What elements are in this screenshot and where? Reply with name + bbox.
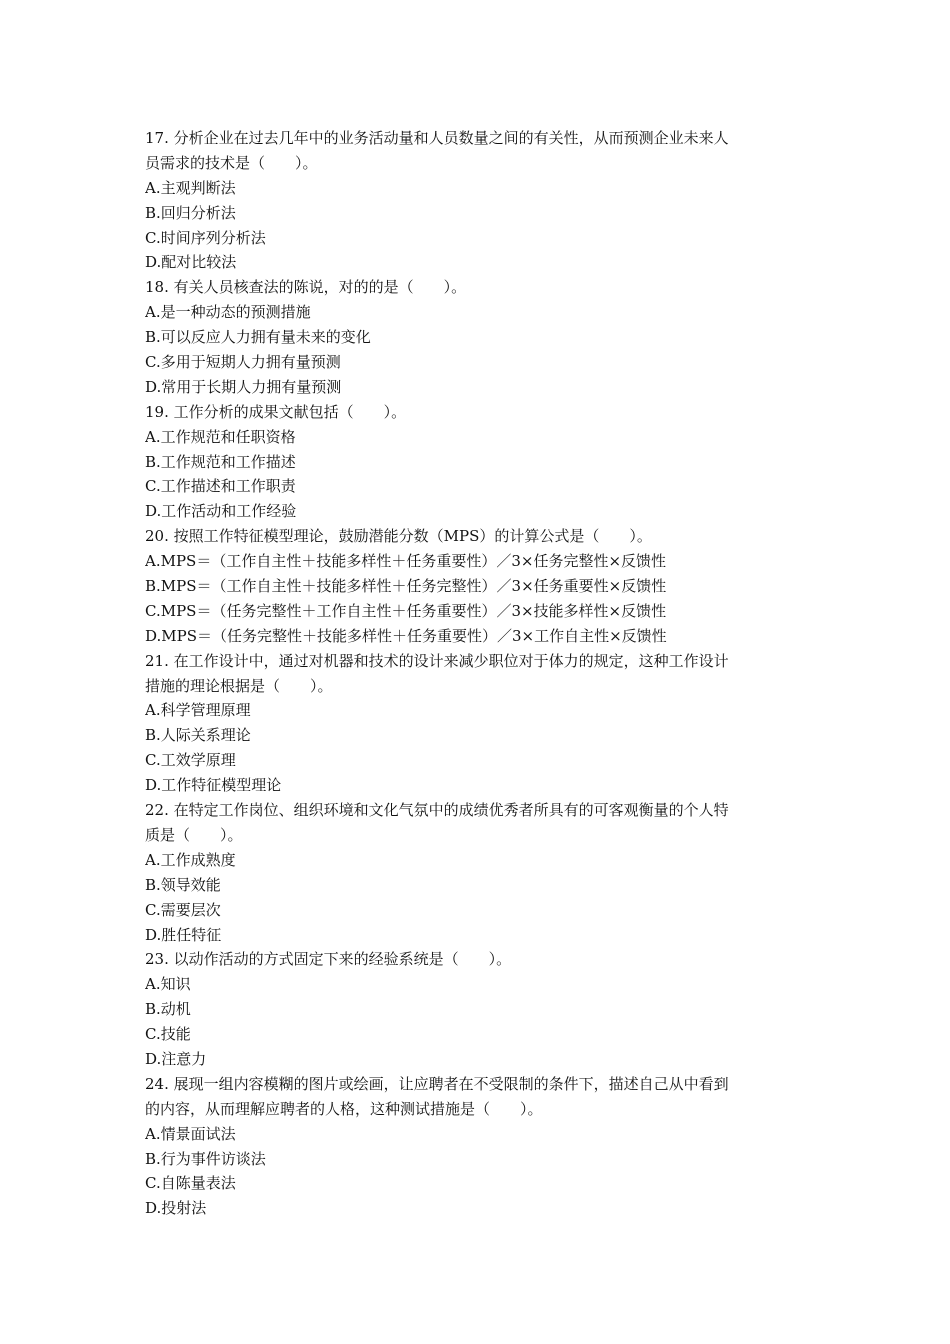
option-c: C.自陈量表法	[145, 1174, 236, 1193]
option-c: C.多用于短期人力拥有量预测	[145, 353, 341, 372]
option-c: C.MPS＝（任务完整性＋工作自主性＋任务重要性）／3×技能多样性×反馈性	[145, 601, 667, 620]
question-stem: 20. 按照工作特征模型理论，鼓励潜能分数（MPS）的计算公式是（ ）。	[145, 527, 652, 546]
question-20	[145, 524, 809, 648]
option-d: D.胜任特征	[145, 925, 222, 944]
option-c: C.技能	[145, 1025, 191, 1044]
option-d: D.注意力	[145, 1049, 207, 1068]
option-a: A.工作成熟度	[145, 850, 236, 869]
option-a: A.MPS＝（工作自主性＋技能多样性＋任务重要性）／3×任务完整性×反馈性	[145, 552, 667, 571]
question-24	[145, 1072, 809, 1221]
question-list	[145, 126, 809, 1221]
question-stem: 21. 在工作设计中，通过对机器和技术的设计来减少职位对于体力的规定，这种工作设计	[145, 651, 729, 670]
option-d: D.MPS＝（任务完整性＋技能多样性＋任务重要性）／3×工作自主性×反馈性	[145, 626, 667, 645]
option-a: A.是一种动态的预测措施	[145, 303, 311, 322]
option-d: D.工作特征模型理论	[145, 776, 282, 795]
question-stem: 17. 分析企业在过去几年中的业务活动量和人员数量之间的有关性，从而预测企业未来人	[145, 129, 729, 147]
option-c: C.工效学原理	[145, 751, 236, 770]
question-stem: 19. 工作分析的成果文献包括（ ）。	[145, 402, 407, 421]
question-stem: 23. 以动作活动的方式固定下来的经验系统是（ ）。	[145, 950, 512, 969]
option-b: B.MPS＝（工作自主性＋技能多样性＋任务完整性）／3×任务重要性×反馈性	[145, 577, 667, 596]
option-c: C.工作描述和工作职责	[145, 477, 296, 496]
question-17	[145, 126, 809, 275]
option-a: A.知识	[145, 975, 191, 994]
option-c: C.时间序列分析法	[145, 228, 266, 247]
question-23	[145, 947, 809, 1071]
question-stem: 18. 有关人员核查法的陈说，对的的是（ ）。	[145, 278, 467, 297]
option-b: B.领导效能	[145, 875, 221, 894]
question-stem: 质是（ ）。	[145, 825, 243, 844]
option-a: A.主观判断法	[145, 178, 236, 197]
question-19	[145, 400, 809, 524]
question-stem: 22. 在特定工作岗位、组织环境和文化气氛中的成绩优秀者所具有的可客观衡量的个人特	[145, 801, 729, 820]
question-stem: 员需求的技术是（ ）。	[145, 153, 318, 172]
question-stem: 措施的理论根据是（ ）。	[145, 676, 333, 695]
question-21	[145, 649, 809, 798]
option-b: B.可以反应人力拥有量未来的变化	[145, 328, 371, 347]
question-18	[145, 275, 809, 399]
option-d: D.常用于长期人力拥有量预测	[145, 377, 342, 396]
option-b: B.工作规范和工作描述	[145, 452, 296, 471]
question-22	[145, 798, 809, 947]
option-a: A.科学管理原理	[145, 701, 251, 720]
option-a: A.情景面试法	[145, 1124, 236, 1143]
option-d: D.工作活动和工作经验	[145, 502, 297, 521]
option-d: D.配对比较法	[145, 253, 237, 272]
option-a: A.工作规范和任职资格	[145, 427, 296, 446]
option-d: D.投射法	[145, 1199, 207, 1218]
option-b: B.人际关系理论	[145, 726, 251, 745]
option-c: C.需要层次	[145, 900, 221, 919]
question-stem: 的内容，从而理解应聘者的人格，这种测试措施是（ ）。	[145, 1099, 543, 1118]
option-b: B.回归分析法	[145, 203, 236, 222]
option-b: B.行为事件访谈法	[145, 1149, 266, 1168]
option-b: B.动机	[145, 1000, 191, 1019]
question-stem: 24. 展现一组内容模糊的图片或绘画，让应聘者在不受限制的条件下，描述自己从中看到	[145, 1074, 729, 1093]
